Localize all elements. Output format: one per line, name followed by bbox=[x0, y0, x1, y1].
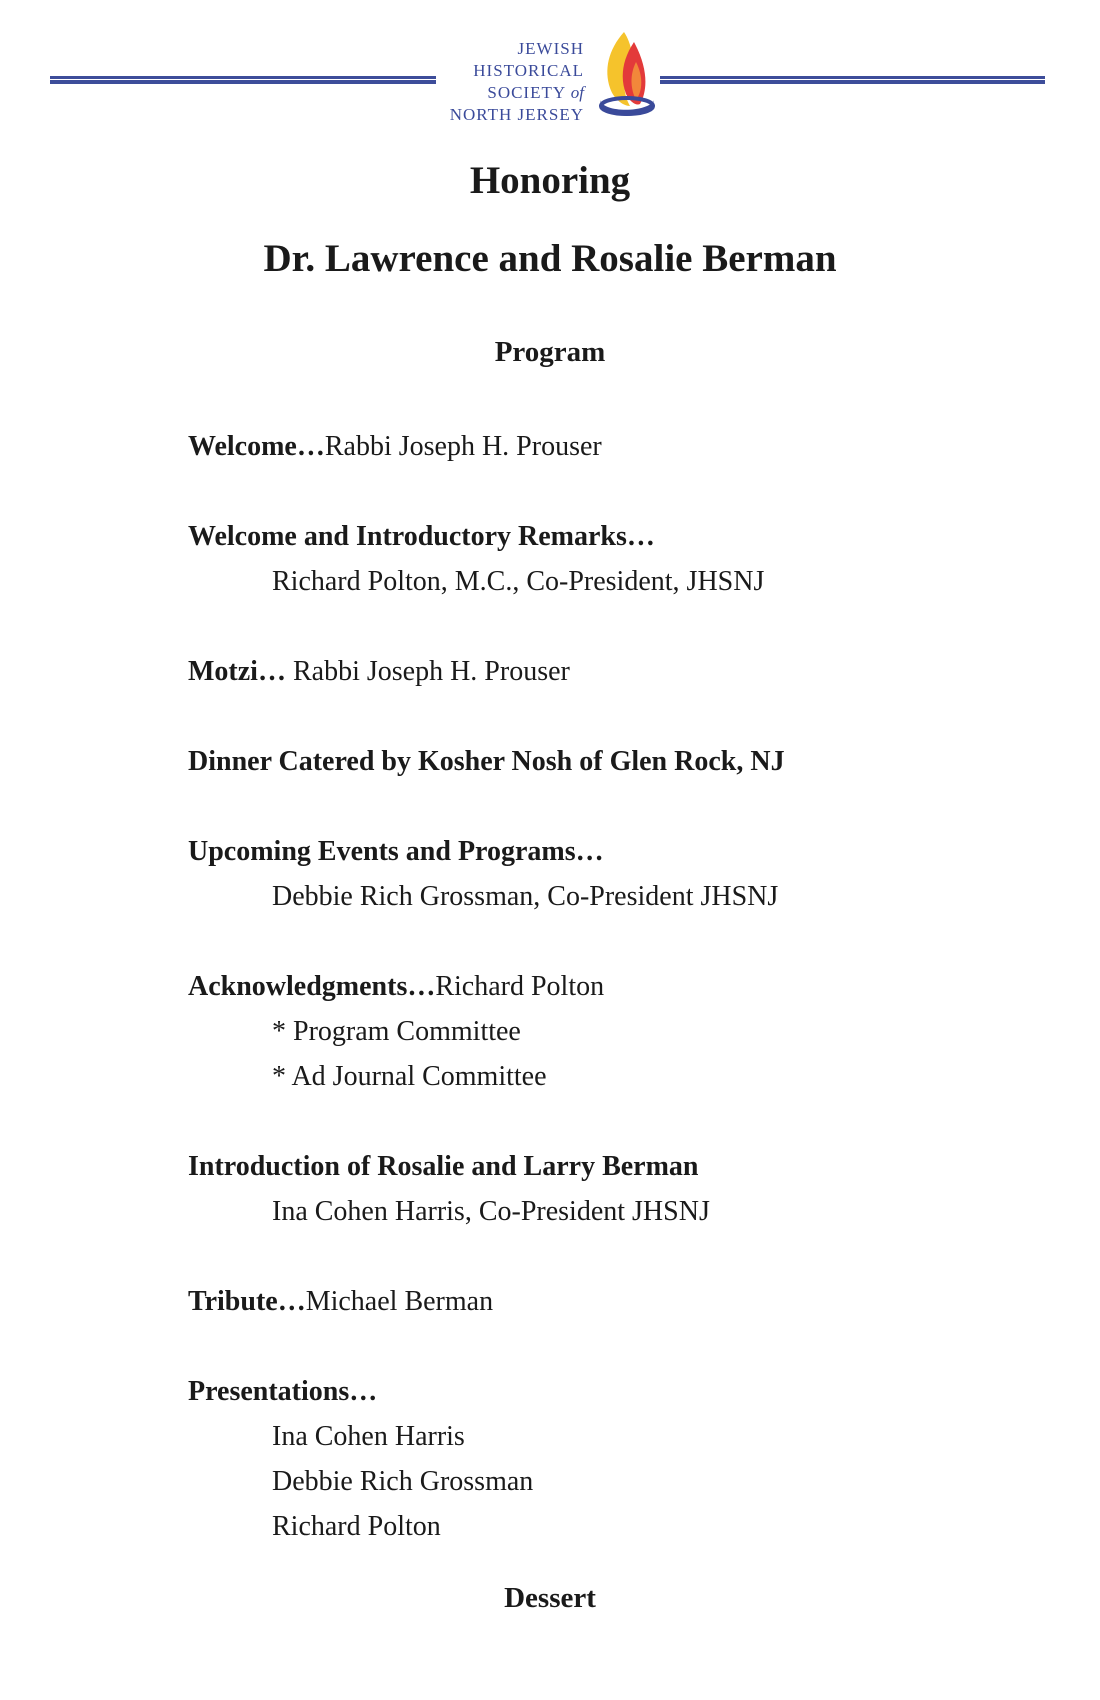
item-sub: Richard Polton bbox=[272, 1511, 441, 1542]
item-label: Upcoming Events and Programs… bbox=[188, 836, 604, 867]
item-label: Introduction of Rosalie and Larry Berman bbox=[188, 1151, 699, 1182]
item-label: Motzi… bbox=[188, 656, 286, 687]
item-sub: Ina Cohen Harris, Co-President JHSNJ bbox=[272, 1196, 710, 1227]
logo-line: JEWISH bbox=[517, 39, 584, 58]
item-label: Acknowledgments… bbox=[188, 971, 436, 1002]
item-text: Rabbi Joseph H. Prouser bbox=[285, 656, 570, 687]
item-text: Michael Berman bbox=[305, 1286, 494, 1317]
header-rule-left bbox=[50, 76, 436, 84]
flame-bowl-icon bbox=[594, 28, 658, 132]
program-item-motzi bbox=[188, 649, 1048, 694]
program-item-presentations bbox=[188, 1369, 1048, 1549]
program-item-dinner bbox=[188, 739, 1048, 784]
item-sub: * Program Committee bbox=[272, 1016, 521, 1047]
item-sub: Ina Cohen Harris bbox=[272, 1421, 465, 1452]
item-label: Welcome and Introductory Remarks… bbox=[188, 521, 655, 552]
item-text: Richard Polton bbox=[435, 971, 605, 1002]
item-label: Welcome… bbox=[188, 431, 325, 462]
item-sub: Richard Polton, M.C., Co-President, JHSNJ bbox=[272, 566, 765, 597]
header-rule-right bbox=[660, 76, 1045, 84]
item-sub: Debbie Rich Grossman, Co-President JHSNJ bbox=[272, 881, 779, 912]
program-heading: Program bbox=[494, 336, 606, 368]
item-text: Rabbi Joseph H. Prouser bbox=[324, 431, 602, 462]
program-item-introduction bbox=[188, 1144, 1048, 1234]
logo-wordmark bbox=[450, 38, 584, 126]
logo-line: of bbox=[570, 83, 584, 102]
honorees-title: Dr. Lawrence and Rosalie Berman bbox=[263, 237, 837, 280]
header bbox=[0, 24, 1100, 134]
program-item-intro-remarks bbox=[188, 514, 1048, 604]
logo-line: HISTORICAL bbox=[473, 61, 584, 80]
program-list bbox=[188, 424, 1048, 1594]
logo-line: NORTH JERSEY bbox=[449, 105, 584, 124]
item-label: Dinner Catered by Kosher Nosh of Glen Rock, NJ bbox=[188, 746, 785, 777]
item-label: Presentations… bbox=[188, 1376, 378, 1407]
program-item-tribute bbox=[188, 1279, 1048, 1324]
program-item-welcome bbox=[188, 424, 1048, 469]
honoring-title: Honoring bbox=[469, 159, 631, 202]
program-item-acknowledgments bbox=[188, 964, 1048, 1099]
logo-line: SOCIETY bbox=[487, 83, 566, 102]
program-item-upcoming bbox=[188, 829, 1048, 919]
item-label: Tribute… bbox=[188, 1286, 306, 1317]
dessert-heading: Dessert bbox=[504, 1582, 596, 1614]
item-sub: Debbie Rich Grossman bbox=[272, 1466, 534, 1497]
item-sub: * Ad Journal Committee bbox=[272, 1061, 547, 1092]
